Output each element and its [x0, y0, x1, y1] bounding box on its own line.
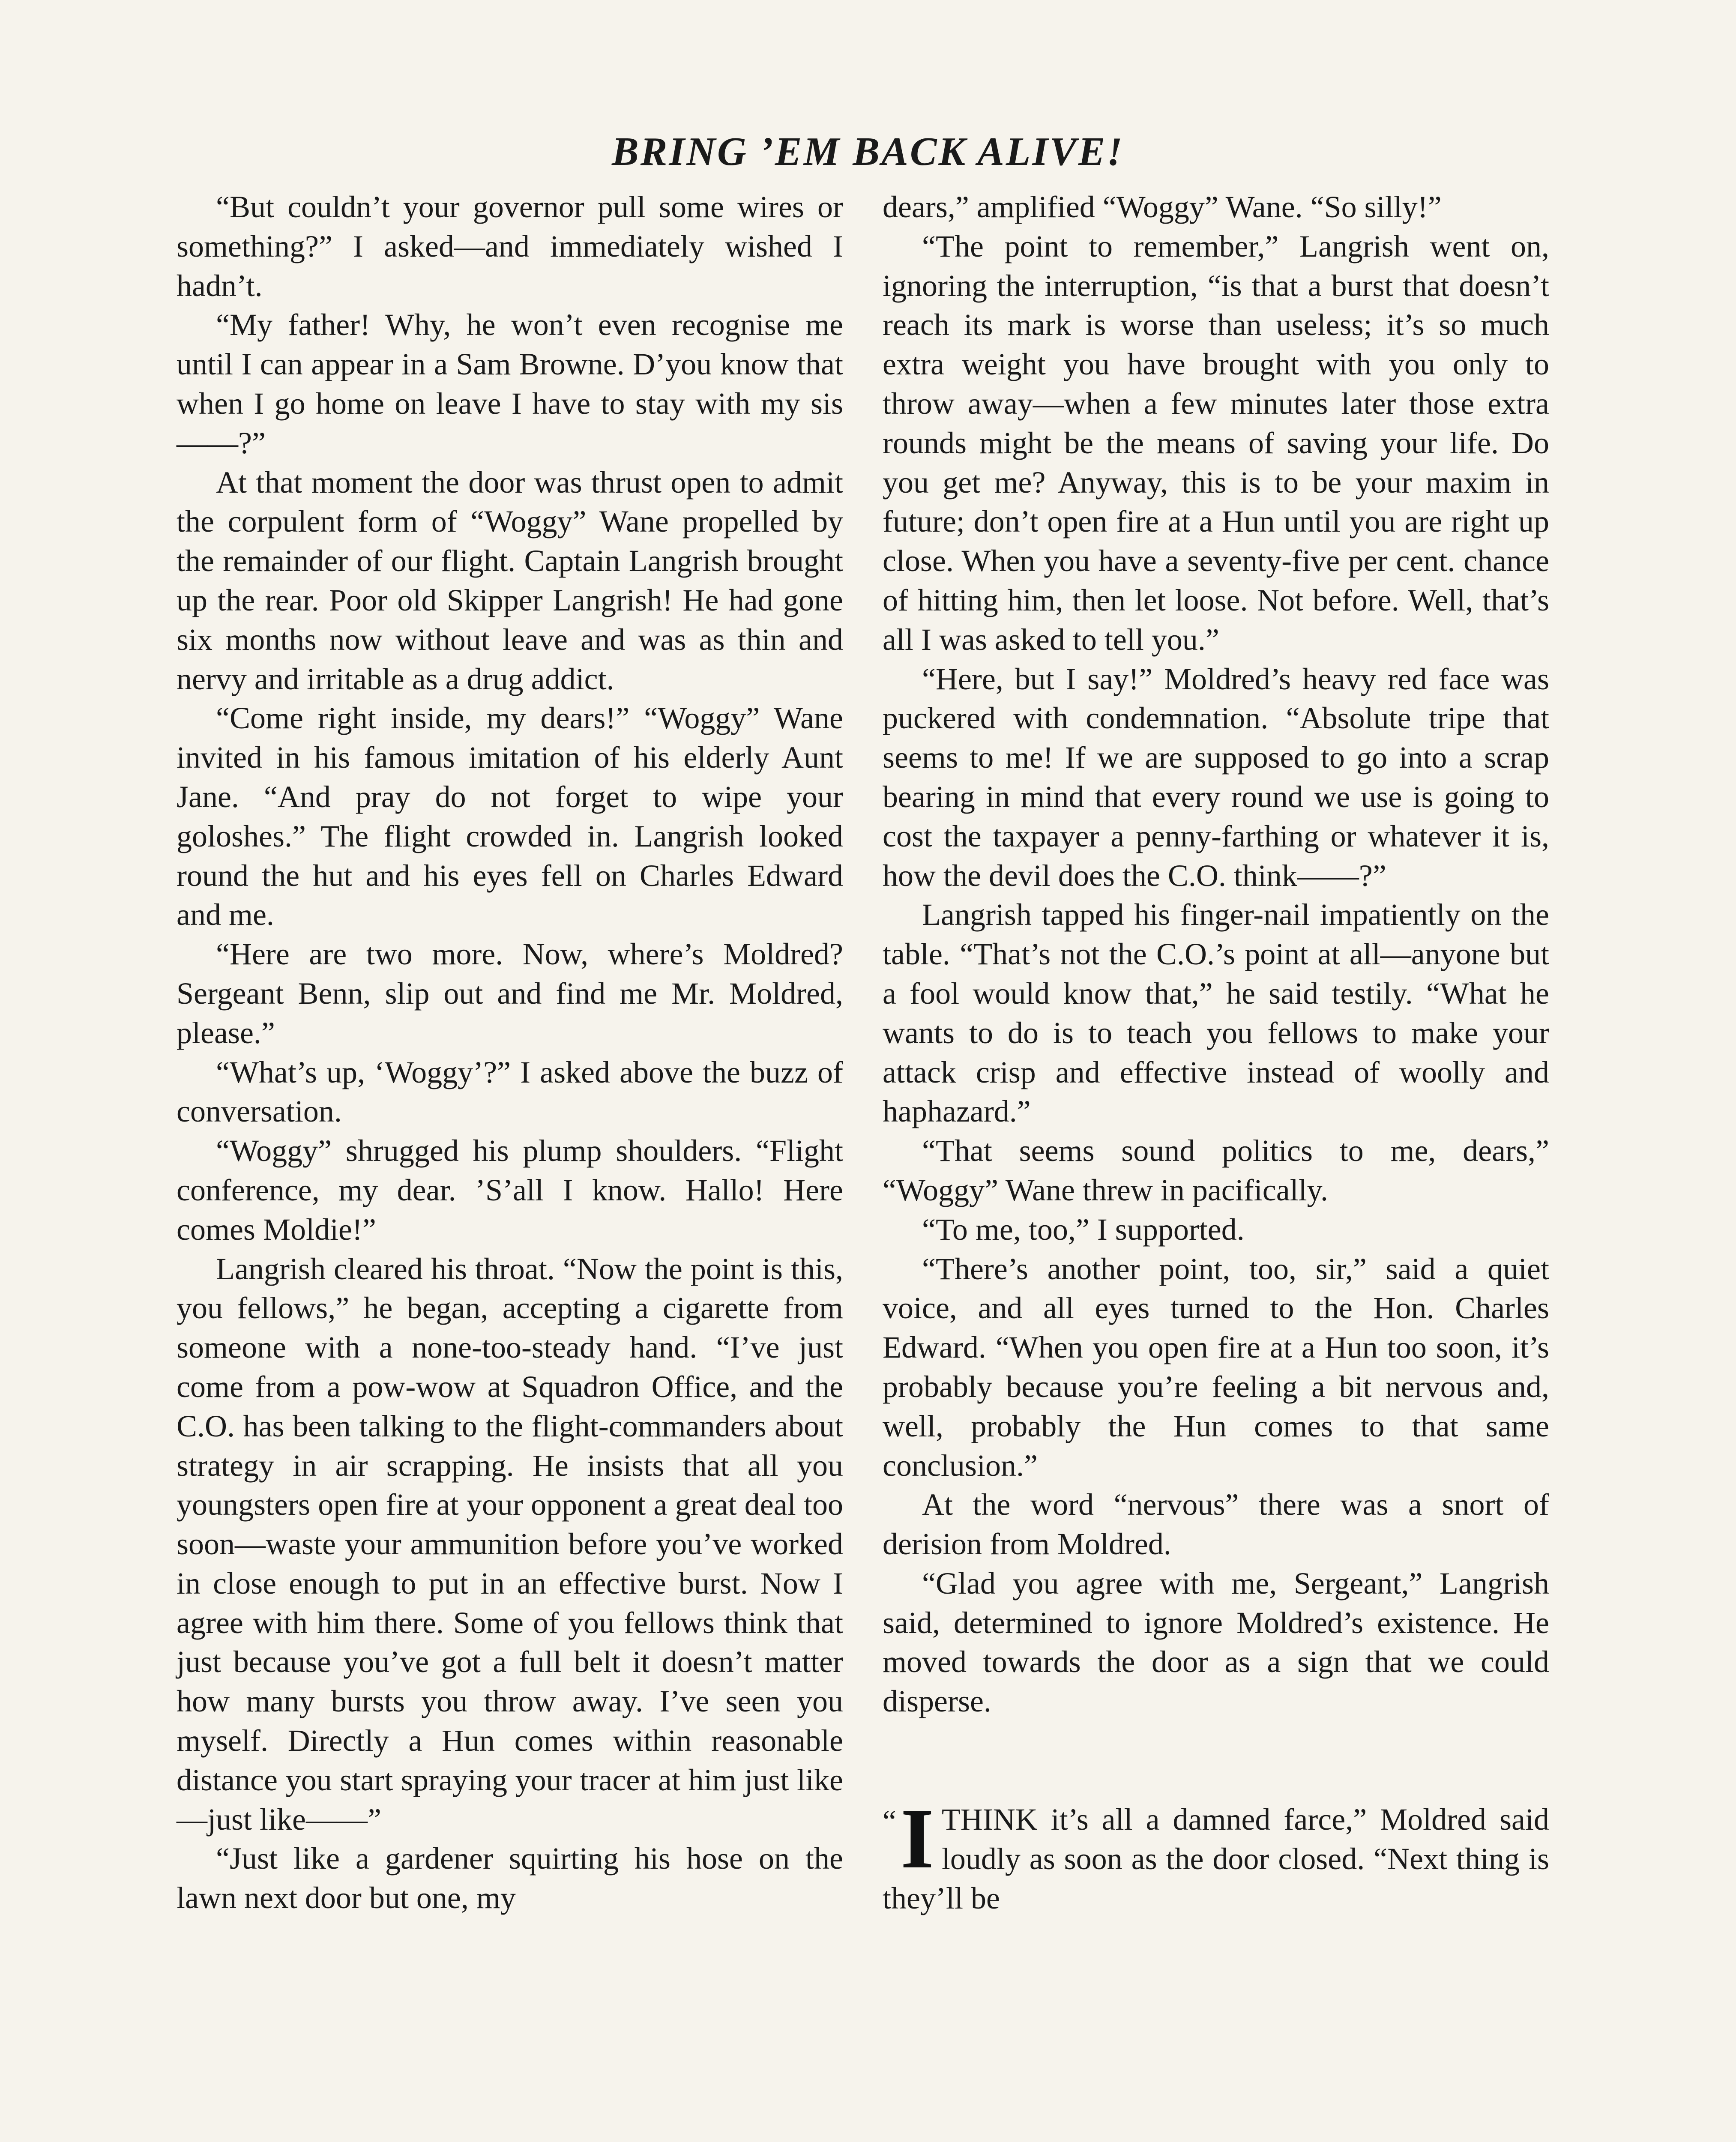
- section-break: [883, 1721, 1549, 1800]
- drop-cap: I: [900, 1792, 934, 1887]
- paragraph: “But couldn’t your governor pull some wires or something?” I asked—and immediately wished I hadn’t.: [177, 190, 843, 303]
- paragraph: “Woggy” shrugged his plump shoulders. “Flight conference, my dear. ’S’all I know. Hallo! Here comes Moldie!”: [177, 1134, 843, 1247]
- opening-quote: “: [883, 1804, 896, 1839]
- paragraph: “To me, too,” I supported.: [922, 1212, 1245, 1247]
- paragraph: “There’s another point, too, sir,” said a quiet voice, and all eyes turned to the Hon. Charles Edward. “When you open fire at a Hun too soon, it’s probably because you’re feeling a bit nervous and, well, probably the Hun comes to that same conclusion.”: [883, 1251, 1549, 1483]
- paragraph: “The point to remember,” Langrish went on, ignoring the interruption, “is that a burst that doesn’t reach its mark is worse than useless; it’s so much extra weight you have brought with you only to throw away—when a few minutes later those extra rounds might be the means of saving your life. Do you get me? Anyway, this is to be your maxim in future; don’t open fire at a Hun until you are right up close. When you have a seventy-five per cent. chance of hitting him, then let loose. Not before. Well, that’s all I was asked to tell you.”: [883, 229, 1549, 657]
- paragraph: Langrish tapped his finger-nail impatiently on the table. “That’s not the C.O.’s point at all—anyone but a fool would know that,” he said testily. “What he wants to do is to teach you fellows to make your attack crisp and effective instead of woolly and haphazard.”: [883, 897, 1549, 1129]
- paragraph: At the word “nervous” there was a snort of derision from Moldred.: [883, 1487, 1549, 1562]
- paragraph: “That seems sound politics to me, dears,” “Woggy” Wane threw in pacifically.: [883, 1134, 1549, 1207]
- paragraph: Langrish cleared his throat. “Now the point is this, you fellows,” he began, accepting a cigarette from someone with a none-too-steady hand. “I’ve just come from a pow-wow at Squadron Office, and the C.O. has been talking to the flight-commanders about strategy in air scrapping. He insists that all you youngsters open fire at your opponent a great deal too soon—waste your ammunition before you’ve worked in close enough to put in an effective burst. Now I agree with him there. Some of you fellows think that just because you’ve got a full belt it doesn’t matter how many bursts you throw away. I’ve seen you myself. Directly a Hun comes within reasonable distance you start spraying your tracer at him just like—just like——”: [177, 1251, 843, 1837]
- paragraph: At that moment the door was thrust open to admit the corpulent form of “Woggy” Wane propelled by the remainder of our flight. Captain Langrish brought up the rear. Poor old Skipper Langrish! He had gone six months now without leave and was as thin and nervy and irritable as a drug addict.: [177, 465, 843, 696]
- paragraph: “Glad you agree with me, Sergeant,” Langrish said, determined to ignore Moldred’s existence. He moved towards the door as a sign that we could disperse.: [883, 1566, 1549, 1719]
- paragraph: “Just like a gardener squirting his hose on the lawn next door but one, my: [177, 1841, 843, 1915]
- running-title: BRING ’EM BACK ALIVE!: [612, 129, 1124, 174]
- section-opening-paragraph: [883, 1792, 1549, 1918]
- paragraph: “My father! Why, he won’t even recognise me until I can appear in a Sam Browne. D’you know that when I go home on leave I have to stay with my sis——?”: [177, 308, 843, 460]
- section-opening-text: THINK it’s all a damned farce,” Moldred said loudly as soon as the door closed. “Next thing is they’ll be: [883, 1802, 1549, 1915]
- paragraph: “Here are two more. Now, where’s Moldred? Sergeant Benn, slip out and find me Mr. Moldred, please.”: [177, 937, 843, 1050]
- continued-paragraph: dears,” amplified “Woggy” Wane. “So silly!”: [883, 190, 1442, 224]
- right-column: [883, 188, 1549, 1918]
- paragraph: “What’s up, ‘Woggy’?” I asked above the buzz of conversation.: [177, 1055, 843, 1129]
- left-column: [177, 188, 843, 1918]
- paragraph: “Come right inside, my dears!” “Woggy” Wane invited in his famous imitation of his elderly Aunt Jane. “And pray do not forget to wipe your goloshes.” The flight crowded in. Langrish looked round the hut and his eyes fell on Charles Edward and me.: [177, 701, 843, 932]
- paragraph: “Here, but I say!” Moldred’s heavy red face was puckered with condemnation. “Absolute tripe that seems to me! If we are supposed to go into a scrap bearing in mind that every round we use is going to cost the taxpayer a penny-farthing or whatever it is, how the devil does the C.O. think——?”: [883, 661, 1549, 893]
